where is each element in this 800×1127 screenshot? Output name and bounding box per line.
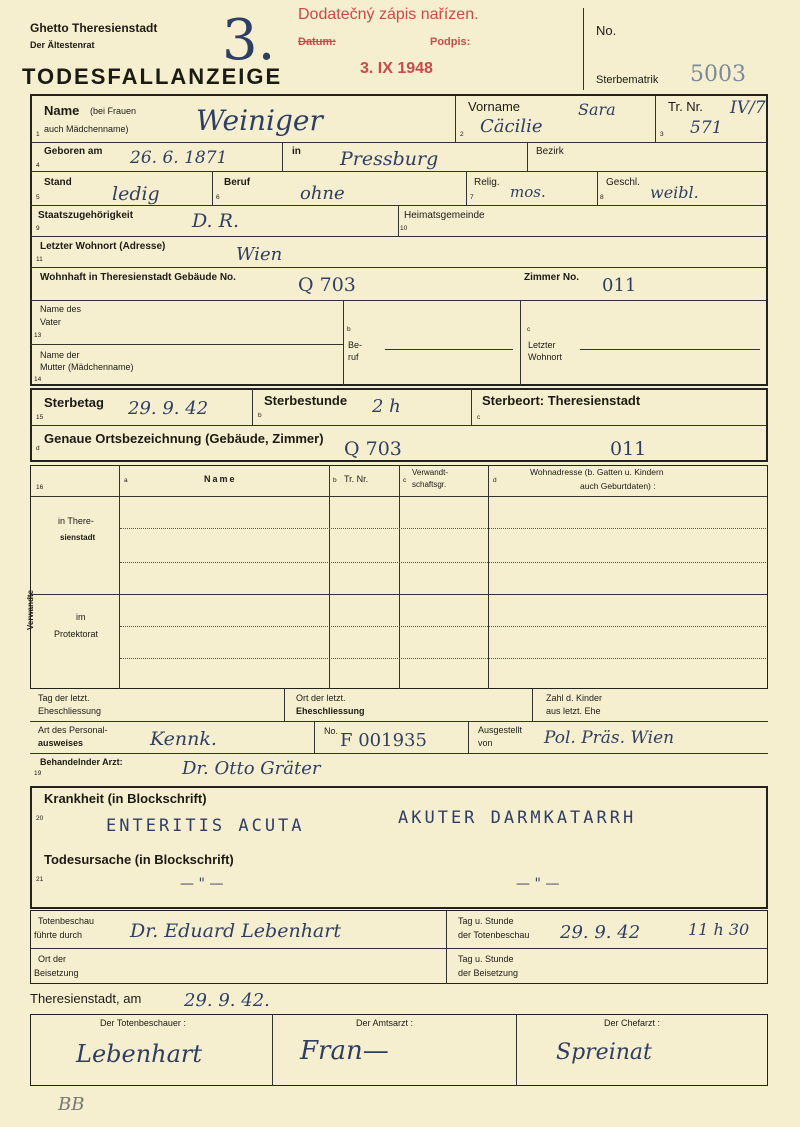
kinder-label-2: aus letzt. Ehe	[546, 706, 601, 716]
sig1-label: Der Totenbeschauer :	[100, 1018, 186, 1028]
sig3-label: Der Chefarzt :	[604, 1018, 661, 1028]
col-verw-1: Verwandt-	[412, 468, 449, 477]
corner-mark: BB	[58, 1094, 85, 1115]
death-notice-form: Ghetto Theresienstadt Der Ältestenrat TODESFALLANZEIGE 3. Dodatečný zápis nařízen. Datum: Podpis: 3. IX 1948 No. Sterbematrik 5003 Name (bei Frauen auch Mädchenname) 1 Weiniger Vorname Sara Cäcilie 2 Tr. Nr. IV/7 571 3 Geboren am 4 26. 6. 1871 in Pressburg Bezirk Stand 5 ledig Beruf 6 ohne Relig. 7 mos. Geschl. 8 weibl. Staatszugehörigkeit 9 D. R. Heimatsgemeinde 10 Letzter Wohnort (Adresse) 11 Wien Wohnhaft in Theresienstadt Gebäude No. Q 703 Zimmer No. 011 Name des Vater 13 Name der Mutter (Mädchenname) 14 b Be- ruf c Letzter Wohnort Sterbetag 15 29. 9. 42 Sterbestunde b 2 h Sterbeort: Theresienstadt c d Genaue Ortsbezeichnung (Gebäude, Zimmer) Q 703 011 16 a Name b Tr. Nr. c Verwandt- schaftsgr. d Wohnadresse (b. Gatten u. Kindern auch Geburtdaten) : in There- sienstadt im Protektorat Verwandte Tag der letzt. Eheschliessung Ort der letzt. Eheschliessung Zahl d. Kinder aus letzt. Ehe Art des Personal- ausweises Kennk. No. F 001935 Ausgestellt von Pol. Präs. Wien Behandelnder Arzt: 19 Dr. Otto Gräter Krankheit (in Blockschrift) 20 ENTERITIS ACUTA AKUTER DARMKATARRH Todesursache (in Blockschrift) 21 — " — — " — Totenbeschau führte durch Dr. Eduard Lebenhart Tag u. Stunde der Totenbeschau 29. 9. 42 11 h 30 Ort der Beisetzung Tag u. Stunde der Beisetzung Theresienstadt, am 29. 9. 42. Der Totenbeschauer : Der Amtsarzt : Der Chefarzt : Lebenhart Fran— Spreinat BB	[0, 0, 800, 1127]
ort-beisetzung-label-2: Beisetzung	[34, 968, 79, 978]
col-wohn-1: Wohnadresse (b. Gatten u. Kindern	[530, 467, 664, 477]
stand-value: ledig	[112, 183, 160, 205]
tag-beisetzung-label-1: Tag u. Stunde	[458, 954, 514, 964]
place-label: Theresienstadt, am	[30, 991, 142, 1006]
row-theresienstadt-1: in There-	[58, 516, 94, 526]
vorname-label: Vorname	[468, 99, 521, 114]
krankheit-value-2: AKUTER DARMKATARRH	[398, 808, 637, 828]
personal-data-box	[30, 94, 768, 386]
art-label-1: Art des Personal-	[38, 725, 108, 735]
geboren-label: Geboren am	[44, 146, 103, 157]
row-theresienstadt-2: sienstadt	[60, 533, 96, 542]
sig1-value: Lebenhart	[76, 1040, 203, 1068]
tag-ehe-label-2: Eheschliessung	[38, 706, 102, 716]
header-divider	[583, 8, 584, 90]
todes-value-1: — " —	[180, 876, 224, 892]
todes-value-2: — " —	[516, 876, 560, 892]
ausgestellt-label-2: von	[478, 738, 493, 748]
handwritten-number: 3.	[222, 8, 276, 73]
eltern-wohnort-label-1: Letzter	[528, 340, 556, 350]
wohnort-label: Letzter Wohnort (Adresse)	[40, 241, 166, 252]
sig3-value: Spreinat	[556, 1040, 652, 1065]
zimmer-label: Zimmer No.	[524, 272, 580, 283]
gebaeude-label: Wohnhaft in Theresienstadt Gebäude No.	[40, 272, 236, 283]
eltern-beruf-label-2: ruf	[348, 352, 359, 362]
art-label-2: ausweises	[38, 738, 84, 748]
gebaeude-value: Q 703	[298, 274, 356, 296]
krankheit-value-1: ENTERITIS ACUTA	[106, 816, 305, 836]
zimmer-value: 011	[602, 275, 637, 296]
totenbeschau-label-1: Totenbeschau	[38, 916, 95, 926]
in-value: Pressburg	[340, 148, 439, 170]
totenbeschau-label-2: führte durch	[34, 930, 83, 940]
trnr-value-2: 571	[690, 118, 723, 138]
sterbestunde-value: 2 h	[372, 396, 401, 417]
sterbestunde-label: Sterbestunde	[264, 393, 348, 408]
name-note: (bei Frauen	[90, 106, 137, 116]
ort-ehe-label-1: Ort der letzt.	[296, 693, 346, 703]
place-date: 29. 9. 42.	[184, 990, 270, 1011]
eltern-beruf-label-1: Be-	[348, 340, 363, 350]
relig-label: Relig.	[474, 177, 500, 188]
kinder-label-1: Zahl d. Kinder	[546, 693, 603, 703]
tag-ehe-label-1: Tag der letzt.	[38, 693, 90, 703]
genaue-label: Genaue Ortsbezeichnung (Gebäude, Zimmer)	[44, 431, 324, 446]
stunde-totenbeschau-value: 11 h 30	[688, 920, 750, 939]
col-wohn-2: auch Geburtdaten) :	[580, 481, 656, 491]
beruf-value: ohne	[300, 183, 345, 204]
genaue-value-1: Q 703	[344, 438, 402, 460]
no-label: No.	[596, 23, 617, 38]
tag-totenbeschau-label-2: der Totenbeschau	[458, 930, 530, 940]
ausgestellt-value: Pol. Präs. Wien	[544, 728, 675, 748]
sig2-label: Der Amtsarzt :	[356, 1018, 414, 1028]
ort-ehe-label-2: Eheschliessung	[296, 706, 365, 716]
stamp-datum: Datum:	[298, 36, 336, 48]
council-name: Der Ältestenrat	[30, 40, 95, 50]
ort-beisetzung-label-1: Ort der	[38, 954, 67, 964]
mutter-label-2: Mutter (Mädchenname)	[40, 362, 134, 372]
geschl-value: weibl.	[650, 183, 699, 202]
trnr-label: Tr. Nr.	[668, 99, 703, 114]
vorname-value-1: Sara	[578, 100, 616, 119]
register-value: 5003	[690, 62, 746, 87]
row-protektorat-2: Protektorat	[54, 629, 99, 639]
tag-beisetzung-label-2: der Beisetzung	[458, 968, 519, 978]
vater-label-2: Vater	[40, 317, 61, 327]
stand-label: Stand	[44, 177, 72, 188]
relig-value: mos.	[510, 183, 546, 201]
name-value: Weiniger	[196, 104, 323, 137]
stamp-line: Dodatečný zápis nařízen.	[298, 6, 479, 23]
ghetto-name: Ghetto Theresienstadt	[30, 21, 158, 35]
sterbetag-value: 29. 9. 42	[128, 398, 209, 419]
tag-totenbeschau-label-1: Tag u. Stunde	[458, 916, 514, 926]
heimat-label: Heimatsgemeinde	[404, 210, 485, 221]
sterbetag-label: Sterbetag	[44, 395, 104, 410]
geboren-value: 26. 6. 1871	[130, 148, 228, 168]
name-note2: auch Mädchenname)	[44, 124, 129, 134]
geschl-label: Geschl.	[606, 177, 640, 188]
col-verw-2: schaftsgr.	[412, 480, 447, 489]
mutter-label-1: Name der	[40, 350, 80, 360]
wohnort-value: Wien	[236, 244, 283, 265]
ausgestellt-label-1: Ausgestellt	[478, 725, 523, 735]
genaue-value-2: 011	[610, 438, 647, 460]
arzt-label: Behandelnder Arzt:	[40, 757, 123, 767]
stamp-podpis: Podpis:	[430, 36, 471, 48]
row-protektorat-1: im	[76, 612, 86, 622]
trnr-value-1: IV/7	[730, 98, 766, 118]
stamp-date: 3. IX 1948	[360, 60, 433, 77]
col-name: Name	[204, 474, 237, 484]
staat-label: Staatszugehörigkeit	[38, 210, 134, 221]
vorname-value-2: Cäcilie	[480, 116, 543, 137]
eltern-wohnort-label-2: Wohnort	[528, 352, 562, 362]
totenbeschau-value: Dr. Eduard Lebenhart	[130, 920, 341, 942]
sterbeort-label: Sterbeort: Theresienstadt	[482, 393, 641, 408]
in-label: in	[292, 146, 301, 157]
tag-totenbeschau-value: 29. 9. 42	[560, 922, 641, 943]
art-value: Kennk.	[150, 728, 217, 750]
sig2-value: Fran—	[300, 1036, 389, 1066]
register-label: Sterbematrik	[596, 74, 659, 86]
vater-label-1: Name des	[40, 304, 82, 314]
name-label: Name	[44, 103, 80, 118]
ausweis-no-value: F 001935	[340, 730, 427, 751]
col-trnr: Tr. Nr.	[344, 474, 369, 484]
krankheit-label: Krankheit (in Blockschrift)	[44, 791, 207, 806]
side-verwandte: Verwandte	[26, 589, 35, 630]
todes-label: Todesursache (in Blockschrift)	[44, 852, 234, 867]
bezirk-label: Bezirk	[536, 146, 564, 157]
beruf-label: Beruf	[224, 177, 251, 188]
arzt-value: Dr. Otto Gräter	[182, 758, 321, 779]
staat-value: D. R.	[192, 210, 239, 232]
form-title: TODESFALLANZEIGE	[22, 64, 283, 89]
ausweis-no-label: No.	[324, 726, 339, 736]
